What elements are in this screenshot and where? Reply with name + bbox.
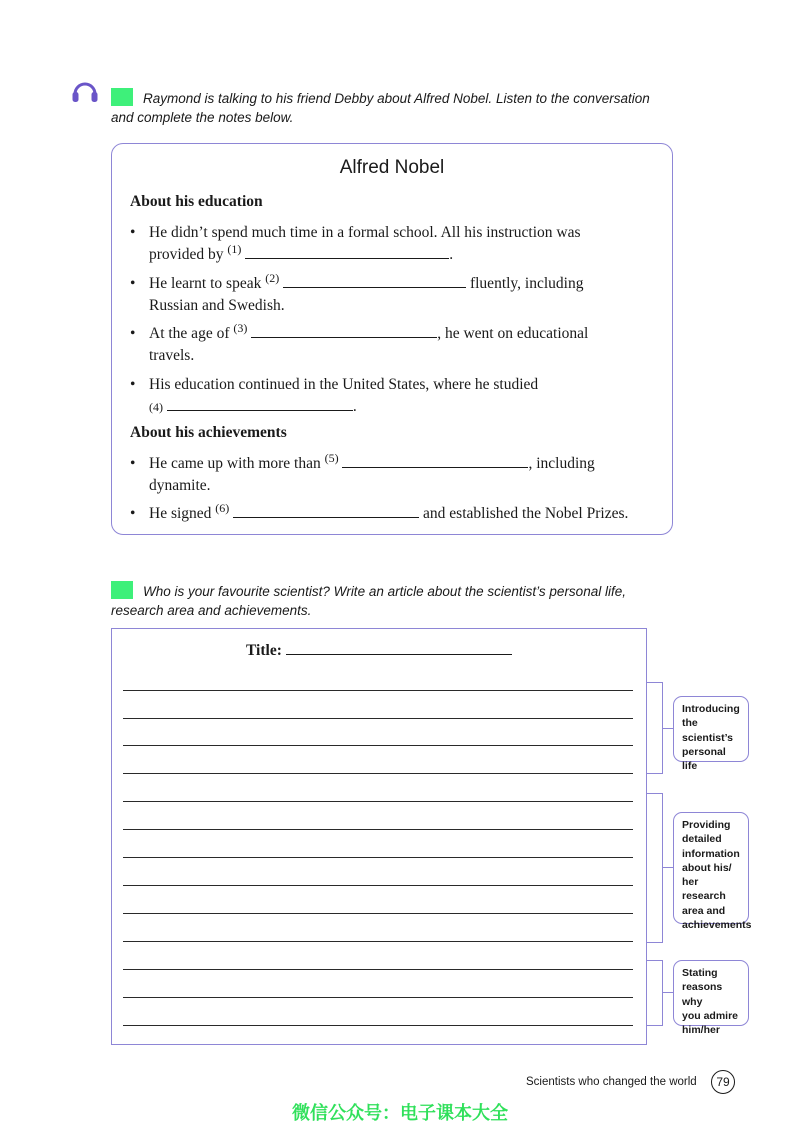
bracket-connector [662, 992, 673, 993]
answer-blank-5[interactable] [342, 453, 528, 468]
writing-line[interactable] [123, 969, 633, 970]
title-blank[interactable] [286, 640, 512, 655]
headphones-icon [70, 76, 100, 106]
tag-research-area: Providing detailed information about his/ her research area and achievements [673, 812, 749, 924]
writing-line[interactable] [123, 997, 633, 998]
article-title-row: Title: [246, 640, 512, 660]
answer-blank-3[interactable] [251, 323, 437, 338]
writing-line[interactable] [123, 690, 633, 691]
card-title: Alfred Nobel [339, 157, 445, 178]
note-item-1: • He didn’t spend much time in a formal school. All his instruction was provided by $^{(1)}$ . [130, 224, 581, 263]
writing-line[interactable] [123, 773, 633, 774]
writing-line[interactable] [123, 829, 633, 830]
writing-line[interactable] [123, 913, 633, 914]
note-item-2: • He learnt to speak $^{(2)}$ fluently, including Russian and Swedish. [130, 271, 584, 314]
answer-blank-1[interactable] [245, 244, 449, 259]
achievements-heading: About his achievements [130, 424, 287, 441]
writing-line[interactable] [123, 745, 633, 746]
writing-line[interactable] [123, 1025, 633, 1026]
watermark: 微信公众号：电子课本大全 [292, 1103, 508, 1124]
tag-personal-life: Introducing the scientist’s personal life [673, 696, 749, 762]
writing-line[interactable] [123, 941, 633, 942]
paragraph-bracket [646, 960, 663, 1026]
task1-instruction: Raymond is talking to his friend Debby about Alfred Nobel. Listen to the conversation and complete the notes below. [111, 91, 650, 125]
bracket-connector [662, 867, 673, 868]
writing-line[interactable] [123, 718, 633, 719]
paragraph-bracket [646, 793, 663, 943]
writing-line[interactable] [123, 857, 633, 858]
note-item-6: • He signed $^{(6)}$ and established the Nobel Prizes. [130, 501, 629, 522]
page-number: 79 [711, 1070, 735, 1094]
bracket-connector [662, 728, 673, 729]
note-item-4: • His education continued in the United States, where he studied (4) . [130, 376, 539, 415]
note-item-3: • At the age of $^{(3)}$ , he went on educational travels. [130, 321, 589, 364]
task2-instruction: Who is your favourite scientist? Write an article about the scientist’s personal life, research area and achievements. [111, 584, 626, 618]
chapter-footer: Scientists who changed the world [526, 1076, 697, 1088]
answer-blank-2[interactable] [283, 273, 466, 288]
answer-blank-4[interactable] [167, 396, 353, 411]
tag-reasons: Stating reasons why you admire him/her [673, 960, 749, 1026]
note-item-5: • He came up with more than $^{(5)}$ , including dynamite. [130, 451, 595, 494]
writing-line[interactable] [123, 801, 633, 802]
paragraph-bracket [646, 682, 663, 774]
answer-blank-6[interactable] [233, 503, 419, 518]
writing-line[interactable] [123, 885, 633, 886]
education-heading: About his education [130, 193, 263, 210]
